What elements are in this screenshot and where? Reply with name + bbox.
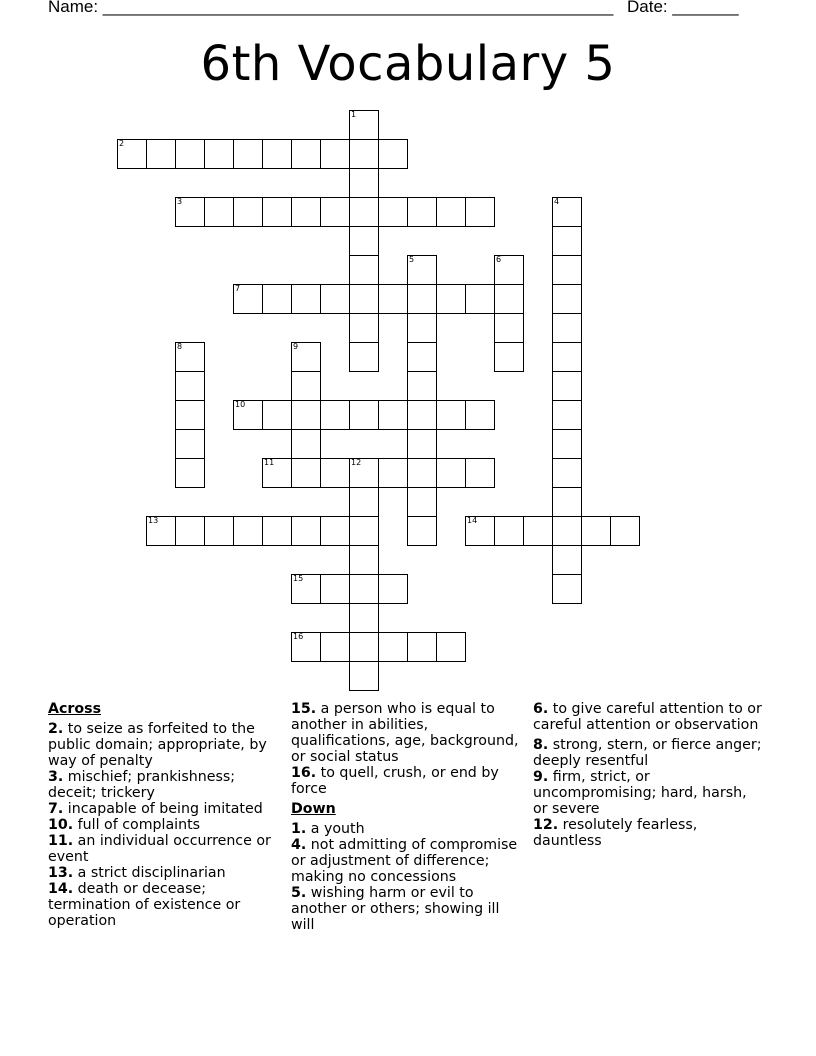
crossword-cell[interactable] bbox=[349, 458, 379, 488]
crossword-cell[interactable] bbox=[175, 516, 205, 546]
cell-number: 6 bbox=[496, 255, 502, 264]
clue-down-5: 5. wishing harm or evil to another or others; showing ill will bbox=[291, 885, 500, 933]
crossword-cell[interactable] bbox=[349, 661, 379, 691]
crossword-cell[interactable] bbox=[378, 574, 408, 604]
crossword-cell[interactable] bbox=[291, 574, 321, 604]
cell-number: 12 bbox=[351, 458, 362, 467]
crossword-cell[interactable] bbox=[320, 400, 350, 430]
crossword-cell[interactable] bbox=[552, 342, 582, 372]
crossword-cell[interactable] bbox=[204, 516, 234, 546]
crossword-cell[interactable] bbox=[291, 400, 321, 430]
clue-across-10: 10. full of complaints bbox=[48, 817, 201, 833]
crossword-cell[interactable] bbox=[320, 139, 350, 169]
crossword-cell[interactable] bbox=[407, 632, 437, 662]
clues-column-2 bbox=[291, 701, 523, 933]
crossword-cell[interactable] bbox=[378, 632, 408, 662]
crossword-cell[interactable] bbox=[378, 139, 408, 169]
crossword-cell[interactable] bbox=[378, 197, 408, 227]
crossword-cell[interactable] bbox=[175, 429, 205, 459]
crossword-cell[interactable] bbox=[175, 371, 205, 401]
crossword-cell[interactable] bbox=[552, 371, 582, 401]
crossword-cell[interactable] bbox=[349, 110, 379, 140]
crossword-cell[interactable] bbox=[262, 458, 292, 488]
clue-across-14: 14. death or decease; termination of existence or operation bbox=[48, 881, 241, 929]
crossword-cell[interactable] bbox=[552, 313, 582, 343]
crossword-cell[interactable] bbox=[436, 284, 466, 314]
crossword-cell[interactable] bbox=[291, 342, 321, 372]
clue-across-11: 11. an individual occurrence or event bbox=[48, 833, 271, 865]
cell-number: 8 bbox=[177, 342, 183, 351]
cell-number: 5 bbox=[409, 255, 415, 264]
cell-number: 14 bbox=[467, 516, 478, 525]
crossword-cell[interactable] bbox=[552, 284, 582, 314]
crossword-cell[interactable] bbox=[407, 255, 437, 285]
clue-across-7: 7. incapable of being imitated bbox=[48, 801, 263, 817]
crossword-cell[interactable] bbox=[175, 400, 205, 430]
crossword-cell[interactable] bbox=[291, 632, 321, 662]
crossword-cell[interactable] bbox=[465, 197, 495, 227]
crossword-cell[interactable] bbox=[552, 487, 582, 517]
crossword-cell[interactable] bbox=[117, 139, 147, 169]
crossword-cell[interactable] bbox=[407, 400, 437, 430]
cell-number: 16 bbox=[293, 632, 304, 641]
crossword-cell[interactable] bbox=[349, 139, 379, 169]
crossword-cell[interactable] bbox=[523, 516, 553, 546]
crossword-cell[interactable] bbox=[291, 284, 321, 314]
crossword-cell[interactable] bbox=[581, 516, 611, 546]
crossword-cell[interactable] bbox=[233, 284, 263, 314]
crossword-cell[interactable] bbox=[349, 603, 379, 633]
crossword-cell[interactable] bbox=[233, 197, 263, 227]
clue-down-8: 8. strong, stern, or fierce anger; deeply resentful bbox=[533, 737, 762, 769]
crossword-cell[interactable] bbox=[349, 487, 379, 517]
crossword-cell[interactable] bbox=[494, 342, 524, 372]
clue-down-12: 12. resolutely fearless, dauntless bbox=[533, 817, 698, 849]
crossword-cell[interactable] bbox=[349, 342, 379, 372]
crossword-cell[interactable] bbox=[175, 139, 205, 169]
crossword-cell[interactable] bbox=[320, 284, 350, 314]
crossword-cell[interactable] bbox=[436, 400, 466, 430]
down-heading: Down bbox=[291, 801, 336, 817]
crossword-cell[interactable] bbox=[291, 429, 321, 459]
clue-down-1: 1. a youth bbox=[291, 821, 365, 837]
crossword-cell[interactable] bbox=[349, 545, 379, 575]
crossword-cell[interactable] bbox=[349, 255, 379, 285]
crossword-cell[interactable] bbox=[349, 632, 379, 662]
crossword-cell[interactable] bbox=[378, 284, 408, 314]
crossword-cell[interactable] bbox=[175, 197, 205, 227]
crossword-cell[interactable] bbox=[291, 371, 321, 401]
clue-across-3: 3. mischief; prankishness; deceit; trickery bbox=[48, 769, 236, 801]
crossword-cell[interactable] bbox=[233, 400, 263, 430]
clue-down-4: 4. not admitting of compromise or adjustment of difference; making no concessions bbox=[291, 837, 518, 885]
crossword-cell[interactable] bbox=[349, 400, 379, 430]
crossword-cell[interactable] bbox=[378, 458, 408, 488]
page-title: 6th Vocabulary 5 bbox=[200, 36, 616, 92]
crossword-cell[interactable] bbox=[552, 226, 582, 256]
cell-number: 3 bbox=[177, 197, 183, 206]
cell-number: 15 bbox=[293, 574, 304, 583]
crossword-cell[interactable] bbox=[320, 458, 350, 488]
crossword-cell[interactable] bbox=[552, 197, 582, 227]
crossword-cell[interactable] bbox=[262, 139, 292, 169]
cell-number: 1 bbox=[351, 110, 357, 119]
cell-number: 13 bbox=[148, 516, 159, 525]
crossword-cell[interactable] bbox=[436, 197, 466, 227]
crossword-cell[interactable] bbox=[552, 458, 582, 488]
crossword-cell[interactable] bbox=[233, 139, 263, 169]
clues-column-3 bbox=[533, 701, 765, 849]
crossword-cell[interactable] bbox=[436, 458, 466, 488]
clue-down-9: 9. firm, strict, or uncompromising; hard, harsh, or severe bbox=[533, 769, 747, 817]
crossword-cell[interactable] bbox=[407, 458, 437, 488]
crossword-cell[interactable] bbox=[349, 516, 379, 546]
crossword-cell[interactable] bbox=[349, 168, 379, 198]
crossword-cell[interactable] bbox=[204, 139, 234, 169]
crossword-cell[interactable] bbox=[262, 400, 292, 430]
crossword-cell[interactable] bbox=[465, 400, 495, 430]
crossword-cell[interactable] bbox=[436, 632, 466, 662]
crossword-cell[interactable] bbox=[320, 632, 350, 662]
crossword-cell[interactable] bbox=[320, 516, 350, 546]
crossword-cell[interactable] bbox=[494, 516, 524, 546]
clues-column-1 bbox=[48, 701, 280, 929]
clue-across-2: 2. to seize as forfeited to the public domain; appropriate, by way of penalty bbox=[48, 721, 267, 769]
clue-across-15: 15. a person who is equal to another in abilities, qualifications, age, background, or social status bbox=[291, 701, 519, 765]
crossword-cell[interactable] bbox=[291, 458, 321, 488]
crossword-cell[interactable] bbox=[465, 516, 495, 546]
cell-number: 4 bbox=[554, 197, 560, 206]
crossword-cell[interactable] bbox=[407, 429, 437, 459]
crossword-cell[interactable] bbox=[494, 255, 524, 285]
name-field: Name: ______________________________________________________ bbox=[48, 0, 614, 16]
crossword-cell[interactable] bbox=[262, 284, 292, 314]
cell-number: 7 bbox=[235, 284, 241, 293]
crossword-cell[interactable] bbox=[552, 255, 582, 285]
crossword-cell[interactable] bbox=[349, 284, 379, 314]
crossword-cell[interactable] bbox=[291, 197, 321, 227]
crossword-cell[interactable] bbox=[552, 429, 582, 459]
crossword-cell[interactable] bbox=[349, 313, 379, 343]
crossword-cell[interactable] bbox=[494, 313, 524, 343]
crossword-cell[interactable] bbox=[465, 284, 495, 314]
clue-across-13: 13. a strict disciplinarian bbox=[48, 865, 226, 881]
crossword-cell[interactable] bbox=[349, 226, 379, 256]
crossword-cell[interactable] bbox=[233, 516, 263, 546]
crossword-cell[interactable] bbox=[291, 516, 321, 546]
crossword-cell[interactable] bbox=[175, 458, 205, 488]
crossword-cell[interactable] bbox=[610, 516, 640, 546]
crossword-cell[interactable] bbox=[349, 197, 379, 227]
cell-number: 9 bbox=[293, 342, 299, 351]
crossword-cell[interactable] bbox=[407, 371, 437, 401]
clue-across-16: 16. to quell, crush, or end by force bbox=[291, 765, 499, 797]
crossword-cell[interactable] bbox=[146, 516, 176, 546]
crossword-cell[interactable] bbox=[291, 139, 321, 169]
crossword-cell[interactable] bbox=[407, 342, 437, 372]
crossword-cell[interactable] bbox=[262, 197, 292, 227]
crossword-cell[interactable] bbox=[146, 139, 176, 169]
crossword-cell[interactable] bbox=[552, 545, 582, 575]
crossword-cell[interactable] bbox=[407, 516, 437, 546]
crossword-cell[interactable] bbox=[552, 400, 582, 430]
crossword-cell[interactable] bbox=[552, 516, 582, 546]
cell-number: 10 bbox=[235, 400, 246, 409]
cell-number: 2 bbox=[119, 139, 125, 148]
crossword-cell[interactable] bbox=[465, 458, 495, 488]
crossword-cell[interactable] bbox=[407, 284, 437, 314]
crossword-cell[interactable] bbox=[407, 313, 437, 343]
crossword-cell[interactable] bbox=[494, 284, 524, 314]
crossword-cell[interactable] bbox=[320, 197, 350, 227]
crossword-cell[interactable] bbox=[204, 197, 234, 227]
date-field: Date: _______ bbox=[627, 0, 739, 16]
clue-down-6: 6. to give careful attention to or careful attention or observation bbox=[533, 701, 762, 733]
crossword-cell[interactable] bbox=[378, 400, 408, 430]
across-heading: Across bbox=[48, 701, 102, 717]
crossword-cell[interactable] bbox=[175, 342, 205, 372]
crossword-cell[interactable] bbox=[407, 487, 437, 517]
crossword-cell[interactable] bbox=[552, 574, 582, 604]
cell-number: 11 bbox=[264, 458, 275, 467]
crossword-cell[interactable] bbox=[262, 516, 292, 546]
crossword-cell[interactable] bbox=[320, 574, 350, 604]
crossword-cell[interactable] bbox=[407, 197, 437, 227]
crossword-cell[interactable] bbox=[349, 574, 379, 604]
